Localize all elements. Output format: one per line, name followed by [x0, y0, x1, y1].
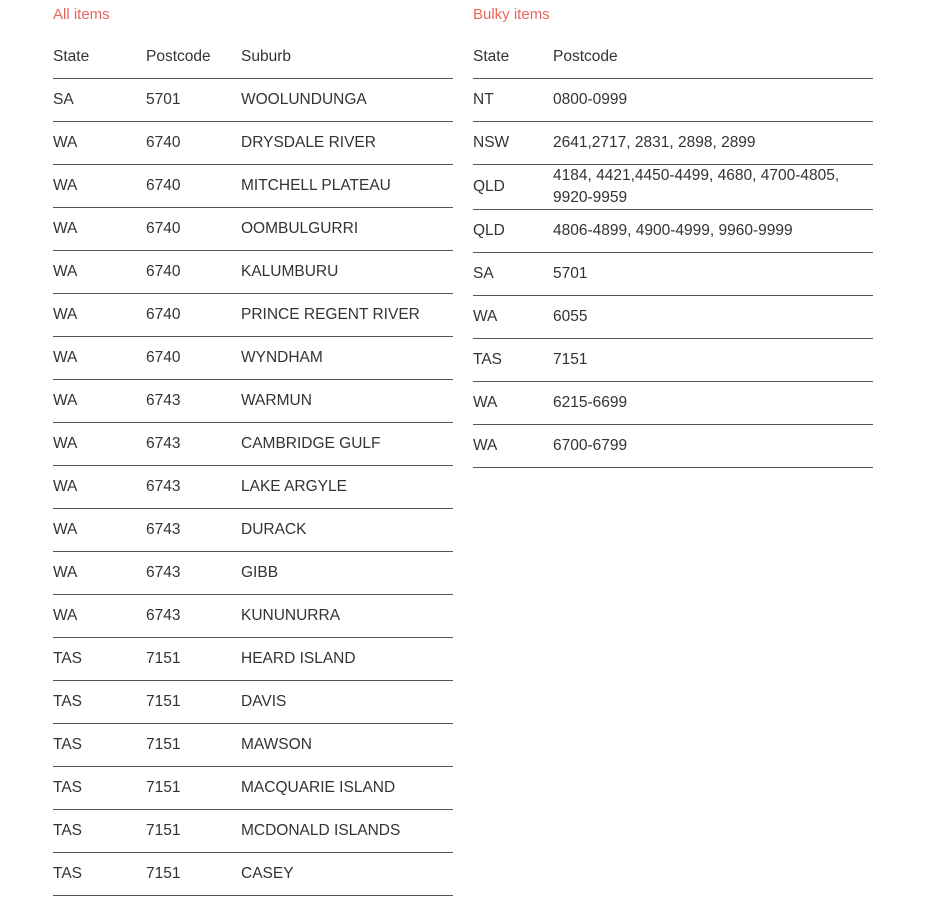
- bulky-items-cell-state: QLD: [473, 165, 553, 210]
- all-items-cell-state: WA: [53, 165, 146, 208]
- all-items-cell-postcode: 7151: [146, 638, 241, 681]
- all-items-cell-postcode: 6740: [146, 122, 241, 165]
- all-items-header-postcode: Postcode: [146, 36, 241, 79]
- bulky-items-table-row: [473, 253, 873, 296]
- all-items-cell-state: TAS: [53, 681, 146, 724]
- bulky-items-cell-postcode: 7151: [553, 339, 873, 382]
- all-items-table-row: [53, 767, 453, 810]
- all-items-cell-postcode: 7151: [146, 724, 241, 767]
- bulky-items-title: Bulky items: [473, 6, 550, 23]
- bulky-items-header-state: State: [473, 36, 553, 79]
- bulky-items-cell-state: NT: [473, 79, 553, 122]
- all-items-cell-postcode: 6740: [146, 251, 241, 294]
- all-items-table: [53, 36, 453, 896]
- all-items-header-suburb: Suburb: [241, 36, 453, 79]
- bulky-items-cell-postcode: 2641,2717, 2831, 2898, 2899: [553, 122, 873, 165]
- all-items-cell-postcode: 7151: [146, 681, 241, 724]
- all-items-cell-suburb: DURACK: [241, 509, 453, 552]
- all-items-table-row: [53, 638, 453, 681]
- bulky-items-body: [473, 79, 873, 468]
- all-items-body: [53, 79, 453, 896]
- all-items-cell-state: TAS: [53, 724, 146, 767]
- bulky-items-table-row: [473, 339, 873, 382]
- bulky-items-cell-postcode: 6055: [553, 296, 873, 339]
- bulky-items-cell-postcode: 0800-0999: [553, 79, 873, 122]
- all-items-cell-postcode: 6740: [146, 208, 241, 251]
- bulky-items-cell-state: TAS: [473, 339, 553, 382]
- bulky-items-table-row: [473, 122, 873, 165]
- all-items-cell-suburb: DAVIS: [241, 681, 453, 724]
- bulky-items-cell-postcode: 4184, 4421,4450-4499, 4680, 4700-4805, 9920-9959: [553, 165, 873, 210]
- all-items-title: All items: [53, 6, 110, 23]
- all-items-table-row: [53, 466, 453, 509]
- all-items-cell-state: TAS: [53, 638, 146, 681]
- all-items-table-row: [53, 380, 453, 423]
- bulky-items-table-row: [473, 210, 873, 253]
- all-items-cell-state: WA: [53, 380, 146, 423]
- all-items-cell-postcode: 6743: [146, 380, 241, 423]
- all-items-header-state: State: [53, 36, 146, 79]
- all-items-cell-postcode: 6740: [146, 294, 241, 337]
- all-items-table-row: [53, 423, 453, 466]
- bulky-items-table-row: [473, 296, 873, 339]
- all-items-cell-suburb: WARMUN: [241, 380, 453, 423]
- all-items-table-row: [53, 337, 453, 380]
- all-items-cell-state: WA: [53, 337, 146, 380]
- bulky-items-table: [473, 36, 873, 468]
- bulky-items-cell-state: NSW: [473, 122, 553, 165]
- bulky-items-cell-postcode: 5701: [553, 253, 873, 296]
- all-items-table-row: [53, 810, 453, 853]
- all-items-cell-state: TAS: [53, 767, 146, 810]
- bulky-items-cell-state: SA: [473, 253, 553, 296]
- all-items-cell-suburb: GIBB: [241, 552, 453, 595]
- all-items-cell-suburb: OOMBULGURRI: [241, 208, 453, 251]
- all-items-cell-suburb: MITCHELL PLATEAU: [241, 165, 453, 208]
- bulky-items-cell-state: WA: [473, 382, 553, 425]
- all-items-cell-state: TAS: [53, 810, 146, 853]
- bulky-items-header-row: [473, 36, 873, 79]
- all-items-table-row: [53, 294, 453, 337]
- all-items-table-row: [53, 251, 453, 294]
- bulky-items-cell-postcode: 6215-6699: [553, 382, 873, 425]
- bulky-items-cell-state: QLD: [473, 210, 553, 253]
- all-items-cell-suburb: HEARD ISLAND: [241, 638, 453, 681]
- all-items-cell-postcode: 6743: [146, 423, 241, 466]
- bulky-items-table-row: [473, 425, 873, 468]
- all-items-cell-postcode: 7151: [146, 853, 241, 896]
- bulky-items-cell-postcode: 4806-4899, 4900-4999, 9960-9999: [553, 210, 873, 253]
- bulky-items-cell-postcode: 6700-6799: [553, 425, 873, 468]
- bulky-items-cell-state: WA: [473, 425, 553, 468]
- all-items-cell-suburb: CASEY: [241, 853, 453, 896]
- all-items-cell-state: WA: [53, 294, 146, 337]
- all-items-table-row: [53, 165, 453, 208]
- all-items-table-row: [53, 509, 453, 552]
- all-items-cell-state: WA: [53, 595, 146, 638]
- all-items-table-row: [53, 595, 453, 638]
- all-items-table-row: [53, 853, 453, 896]
- all-items-cell-state: WA: [53, 122, 146, 165]
- all-items-cell-postcode: 6743: [146, 509, 241, 552]
- all-items-cell-state: TAS: [53, 853, 146, 896]
- all-items-cell-state: WA: [53, 423, 146, 466]
- all-items-cell-state: WA: [53, 509, 146, 552]
- all-items-cell-state: WA: [53, 466, 146, 509]
- all-items-cell-postcode: 6740: [146, 337, 241, 380]
- all-items-cell-state: WA: [53, 251, 146, 294]
- bulky-items-table-row: [473, 79, 873, 122]
- all-items-cell-suburb: KALUMBURU: [241, 251, 453, 294]
- all-items-cell-suburb: DRYSDALE RIVER: [241, 122, 453, 165]
- all-items-table-row: [53, 79, 453, 122]
- all-items-cell-suburb: WYNDHAM: [241, 337, 453, 380]
- all-items-cell-state: WA: [53, 208, 146, 251]
- all-items-cell-suburb: WOOLUNDUNGA: [241, 79, 453, 122]
- bulky-items-table-row: [473, 165, 873, 210]
- all-items-cell-postcode: 6743: [146, 552, 241, 595]
- all-items-cell-suburb: PRINCE REGENT RIVER: [241, 294, 453, 337]
- all-items-cell-suburb: MAWSON: [241, 724, 453, 767]
- all-items-table-row: [53, 122, 453, 165]
- all-items-cell-suburb: MACQUARIE ISLAND: [241, 767, 453, 810]
- all-items-cell-suburb: CAMBRIDGE GULF: [241, 423, 453, 466]
- bulky-items-header-postcode: Postcode: [553, 36, 873, 79]
- all-items-cell-suburb: MCDONALD ISLANDS: [241, 810, 453, 853]
- all-items-header-row: [53, 36, 453, 79]
- all-items-cell-postcode: 7151: [146, 810, 241, 853]
- all-items-cell-postcode: 7151: [146, 767, 241, 810]
- all-items-table-row: [53, 724, 453, 767]
- bulky-items-cell-state: WA: [473, 296, 553, 339]
- all-items-cell-postcode: 6743: [146, 466, 241, 509]
- bulky-items-table-row: [473, 382, 873, 425]
- all-items-table-row: [53, 681, 453, 724]
- all-items-cell-postcode: 6740: [146, 165, 241, 208]
- all-items-table-row: [53, 208, 453, 251]
- all-items-cell-state: WA: [53, 552, 146, 595]
- all-items-cell-state: SA: [53, 79, 146, 122]
- all-items-cell-suburb: LAKE ARGYLE: [241, 466, 453, 509]
- all-items-cell-postcode: 5701: [146, 79, 241, 122]
- all-items-cell-postcode: 6743: [146, 595, 241, 638]
- all-items-cell-suburb: KUNUNURRA: [241, 595, 453, 638]
- all-items-table-row: [53, 552, 453, 595]
